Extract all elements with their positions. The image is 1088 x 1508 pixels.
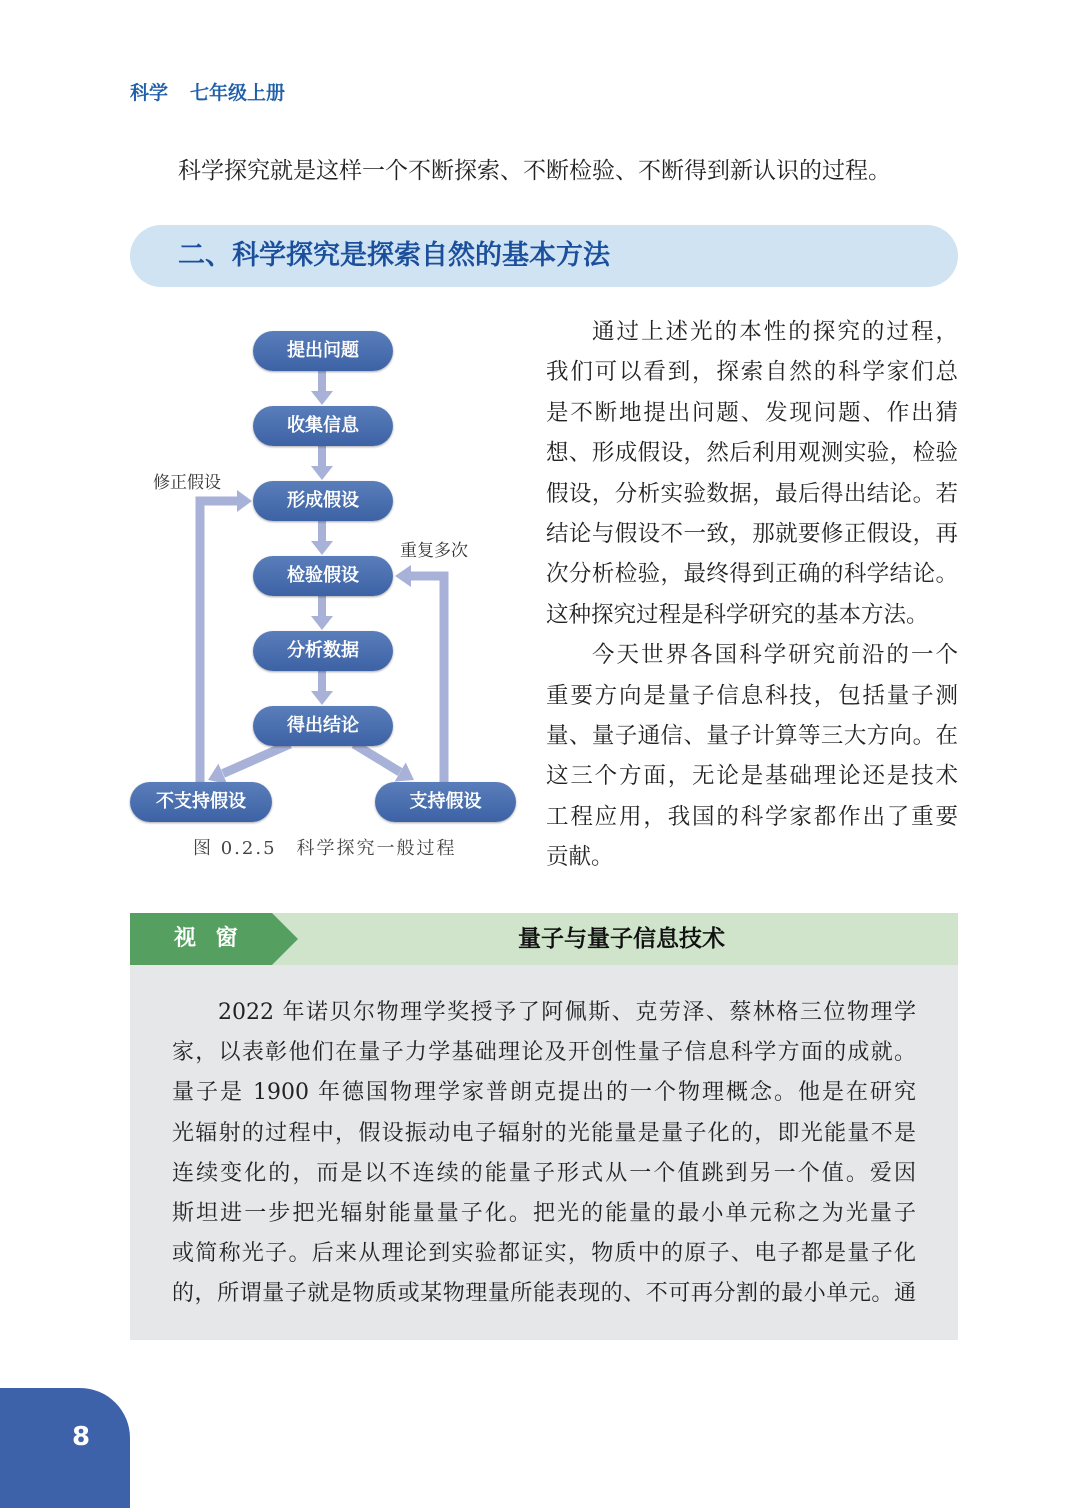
page-number: 8 <box>72 1422 91 1452</box>
window-text-line: 连续变化的，而是以不连续的能量子形式从一个值跳到另一个值。爱因 <box>172 1160 916 1186</box>
paragraph-1 <box>546 312 958 635</box>
intro-sentence: 科学探究就是这样一个不断探索、不断检验、不断得到新认识的过程。 <box>178 158 891 184</box>
section-banner <box>130 225 958 287</box>
loop-label-revise: 修正假设 <box>153 473 221 493</box>
flow-step-test-hypothesis: 检验假设 <box>253 556 393 596</box>
support-branch-arrow <box>354 744 414 782</box>
loop-label-repeat: 重复多次 <box>400 541 468 561</box>
text-line: 贡献。 <box>546 844 614 871</box>
body-text-column <box>546 312 958 877</box>
down-arrow-5 <box>311 671 333 705</box>
flow-step-ask-question: 提出问题 <box>253 331 393 371</box>
window-text-line: 家，以表彰他们在量子力学基础理论及开创性量子信息科学方面的成就。 <box>172 1040 916 1066</box>
figure-caption <box>193 837 457 861</box>
text-line: 我们可以看到，探索自然的科学家们总 <box>546 359 958 386</box>
window-text-line: 或简称光子。后来从理论到实验都证实，物质中的原子、电子都是量子化 <box>172 1241 916 1267</box>
text-line: 今天世界各国科学研究前沿的一个 <box>592 642 958 669</box>
text-line: 次分析检验，最终得到正确的科学结论。 <box>546 561 958 588</box>
text-line: 量、量子通信、量子计算等三大方向。在 <box>546 722 958 749</box>
window-text-line: 2022 年诺贝尔物理学奖授予了阿佩斯、克劳泽、蔡林格三位物理学 <box>218 1000 916 1025</box>
figure-title: 科学探究一般过程 <box>296 838 457 859</box>
text-line: 想、形成假设，然后利用观测实验，检验 <box>546 440 958 467</box>
flow-step-collect-info: 收集信息 <box>253 406 393 446</box>
down-arrow-4 <box>311 596 333 630</box>
reject-branch-arrow <box>208 744 290 784</box>
flow-step-analyze-data: 分析数据 <box>253 631 393 671</box>
window-tag-label: 视 窗 <box>174 926 244 951</box>
down-arrow-3 <box>311 521 333 555</box>
window-box-header <box>130 913 958 965</box>
flow-outcome-reject: 不支持假设 <box>130 782 272 822</box>
window-text-line: 的，所谓量子就是物质或某物理量所能表现的、不可再分割的最小单元。通 <box>172 1281 916 1307</box>
running-head <box>130 80 285 106</box>
window-title: 量子与量子信息技术 <box>518 926 725 952</box>
text-line: 重要方向是量子信息科技，包括量子测 <box>546 682 958 709</box>
window-box-body <box>130 965 958 1340</box>
flow-step-draw-conclusion: 得出结论 <box>253 706 393 746</box>
text-line: 结论与假设不一致，那就要修正假设，再 <box>546 520 958 547</box>
window-text-line: 斯坦进一步把光辐射能量量子化。把光的能量的最小单元称之为光量子 <box>172 1200 916 1226</box>
text-line: 这三个方面，无论是基础理论还是技术 <box>546 763 958 790</box>
running-head-subject: 科学 <box>130 82 169 104</box>
window-text-line: 量子是 1900 年德国物理学家普朗克提出的一个物理概念。他是在研究 <box>172 1080 916 1106</box>
text-line: 假设，分析实验数据，最后得出结论。若 <box>546 480 958 507</box>
window-text <box>172 993 916 1315</box>
flow-step-form-hypothesis: 形成假设 <box>253 481 393 521</box>
text-line: 工程应用，我国的科学家都作出了重要 <box>546 803 958 830</box>
flow-outcome-support: 支持假设 <box>375 782 516 822</box>
text-line: 通过上述光的本性的探究的过程， <box>592 319 958 345</box>
revise-loop-arrow <box>200 490 252 792</box>
repeat-loop-arrow <box>395 565 444 792</box>
paragraph-2 <box>546 635 958 877</box>
figure-number: 图 0.2.5 <box>193 838 277 859</box>
down-arrow-2 <box>311 446 333 480</box>
down-arrow-1 <box>311 371 333 405</box>
page-number-tab <box>0 1388 130 1508</box>
text-line: 是不断地提出问题、发现问题、作出猜 <box>546 399 958 426</box>
text-line: 这种探究过程是科学研究的基本方法。 <box>546 601 929 628</box>
window-text-line: 光辐射的过程中，假设振动电子辐射的光能量是量子化的，即光能量不是 <box>172 1120 916 1146</box>
section-title: 二、科学探究是探索自然的基本方法 <box>178 240 610 271</box>
running-head-book: 七年级上册 <box>190 82 286 104</box>
